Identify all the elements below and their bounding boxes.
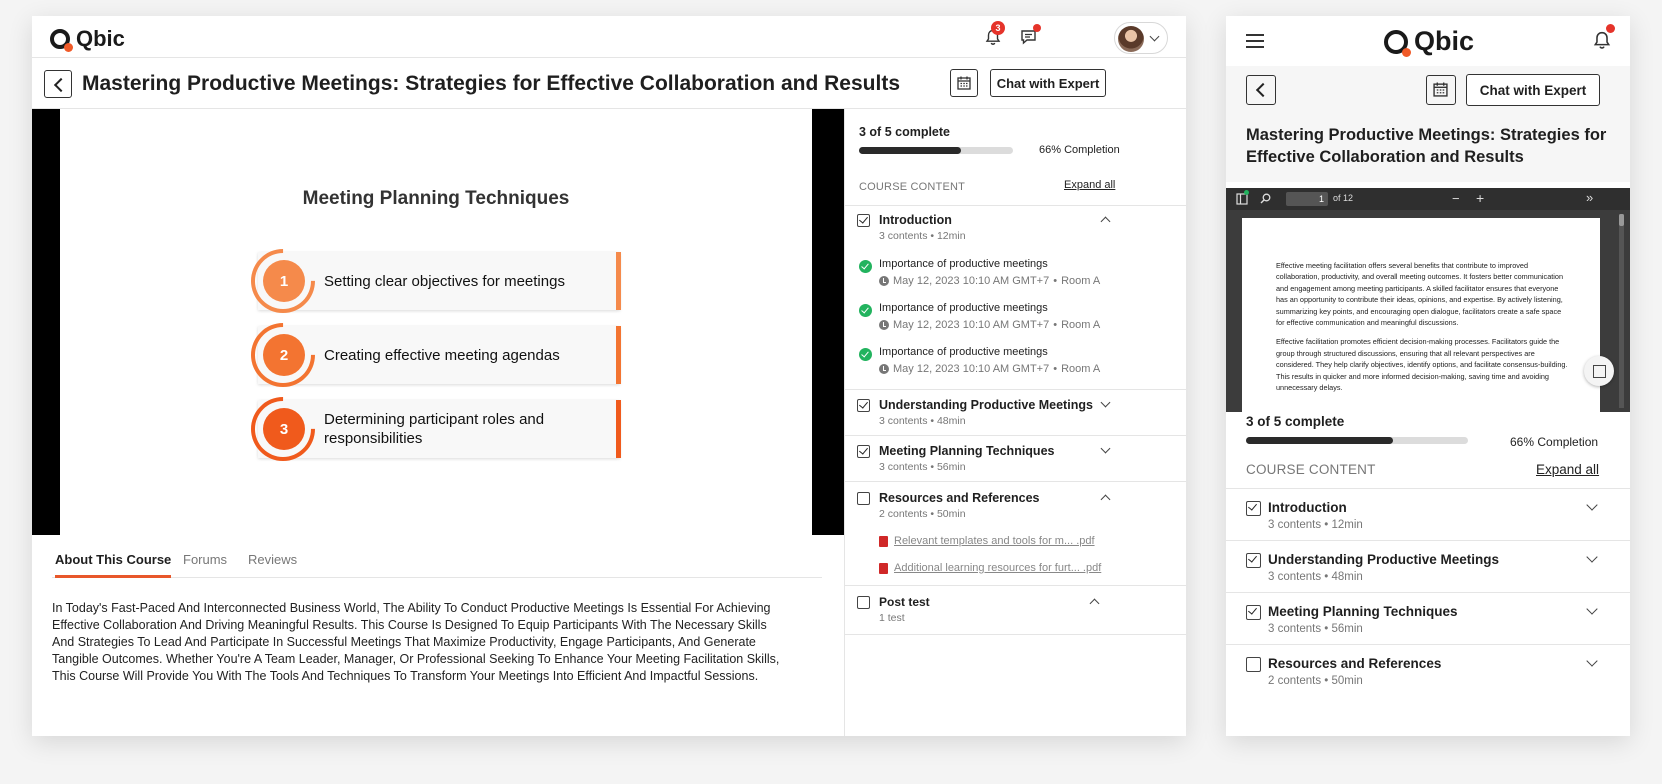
lesson-meta xyxy=(879,275,1100,287)
back-button[interactable] xyxy=(44,70,72,98)
step-text: Determining participant roles and responsibilities xyxy=(324,411,545,447)
lesson-meta xyxy=(879,319,1100,331)
lesson-title: Importance of productive meetings xyxy=(879,346,1048,358)
section-meta: 3 contents • 56min xyxy=(1268,623,1363,635)
step-accent-bar xyxy=(616,252,621,310)
zoom-out-icon[interactable]: − xyxy=(1452,191,1460,206)
tab-forums[interactable]: Forums xyxy=(183,552,228,567)
section-checkbox[interactable] xyxy=(857,596,870,609)
brand-logo[interactable] xyxy=(50,26,125,52)
page-title: Mastering Productive Meetings: Strategies for Effective Collaboration and Results xyxy=(1246,126,1607,166)
section-resources[interactable] xyxy=(845,481,1186,585)
section-checkbox[interactable] xyxy=(1246,605,1261,620)
expand-all-link[interactable]: Expand all xyxy=(1536,462,1600,477)
tab-reviews[interactable]: Reviews xyxy=(248,552,298,567)
section-meta: 3 contents • 12min xyxy=(1268,519,1363,531)
search-icon[interactable] xyxy=(1260,193,1271,204)
chat-with-expert-button[interactable]: Chat with Expert xyxy=(990,69,1106,97)
section-checkbox[interactable] xyxy=(1246,501,1261,516)
brand-name: Qbic xyxy=(76,26,125,51)
lesson-date: May 12, 2023 10:10 AM GMT+7 xyxy=(893,363,1050,375)
section-title: Meeting Planning Techniques xyxy=(879,444,1055,458)
chevron-down-icon[interactable] xyxy=(1586,499,1597,510)
bell-icon xyxy=(1593,31,1611,50)
chevron-down-icon[interactable] xyxy=(1101,398,1111,408)
chat-with-expert-button[interactable]: Chat with Expert xyxy=(1466,74,1600,106)
section-introduction[interactable] xyxy=(1226,488,1630,540)
pdf-icon xyxy=(879,536,888,547)
section-checkbox[interactable] xyxy=(857,399,870,412)
lesson-date: May 12, 2023 10:10 AM GMT+7 xyxy=(893,275,1050,287)
section-title: Resources and References xyxy=(879,491,1040,505)
file-link[interactable] xyxy=(879,562,1101,574)
course-header xyxy=(32,59,1186,109)
separator: • xyxy=(1053,363,1058,375)
progress-label: 3 of 5 complete xyxy=(1246,414,1345,429)
section-title: Understanding Productive Meetings xyxy=(879,398,1093,412)
step-number: 1 xyxy=(263,260,305,302)
progress-bar xyxy=(859,147,1013,154)
section-post-test[interactable] xyxy=(845,585,1186,635)
section-title: Understanding Productive Meetings xyxy=(1268,552,1500,567)
section-checkbox[interactable] xyxy=(1246,657,1261,672)
calendar-button[interactable] xyxy=(950,69,978,97)
top-navbar xyxy=(32,16,1186,58)
chevron-down-icon[interactable] xyxy=(1586,551,1597,562)
pdf-toolbar xyxy=(1226,188,1630,210)
course-content-heading: COURSE CONTENT xyxy=(859,181,966,193)
progress-bar xyxy=(1246,437,1468,444)
section-meta: 1 test xyxy=(879,612,905,624)
section-planning[interactable] xyxy=(845,435,1186,481)
section-checkbox[interactable] xyxy=(857,445,870,458)
chevron-up-icon[interactable] xyxy=(1090,599,1100,609)
progress-label: 3 of 5 complete xyxy=(859,125,950,139)
completed-check-icon xyxy=(859,260,872,273)
section-checkbox[interactable] xyxy=(857,214,870,227)
brand-logo[interactable] xyxy=(1384,26,1474,57)
notification-dot xyxy=(1606,24,1615,33)
file-name: Additional learning resources for furt... .pdf xyxy=(894,562,1102,574)
file-link[interactable] xyxy=(879,535,1095,547)
fullscreen-icon[interactable] xyxy=(1584,356,1614,386)
pdf-scrollbar[interactable] xyxy=(1619,214,1624,408)
course-description: In Today's Fast-Paced And Interconnected Business World, The Ability To Conduct Productive Meetings Is Essential For Achieving Effective Collaboration And Driving Meaningful Results. This Course Is Designed To Equip Participants With The Necessary Skills And Strategies To Lead And Participate In Successful Meetings That Maximize Productivity, Engage Participants, And Generate Tangible Outcomes. Whether You're A Team Leader, Manager, Or Professional Seeking To Enhance Your Meeting Facilitation Skills, This Course Will Provide You With The Tools And Techniques To Transform Your Meetings Into Efficient And Impactful Sessions. xyxy=(52,601,780,683)
logo-icon xyxy=(50,29,70,49)
notification-button[interactable] xyxy=(1590,28,1614,52)
section-meta: 3 contents • 48min xyxy=(879,415,966,427)
step-text: Creating effective meeting agendas xyxy=(324,346,560,364)
progress-percent: 66% Completion xyxy=(1039,144,1120,156)
chevron-down-icon[interactable] xyxy=(1101,444,1111,454)
progress-percent: 66% Completion xyxy=(1510,435,1599,449)
section-checkbox[interactable] xyxy=(1246,553,1261,568)
notification-count-badge: 3 xyxy=(991,21,1005,35)
clock-icon xyxy=(879,276,889,286)
course-content-heading: COURSE CONTENT xyxy=(1246,462,1376,477)
avatar xyxy=(1118,26,1144,52)
calendar-button[interactable] xyxy=(1426,75,1456,105)
course-tabs xyxy=(52,552,822,578)
double-chevron-right-icon[interactable]: » xyxy=(1586,190,1594,205)
lesson-title: Importance of productive meetings xyxy=(879,258,1048,270)
status-dot xyxy=(1244,190,1249,195)
slide-step xyxy=(258,252,620,310)
lesson-item[interactable] xyxy=(859,258,1179,298)
pdf-page-count: of 12 xyxy=(1333,193,1354,203)
completed-check-icon xyxy=(859,348,872,361)
section-planning[interactable] xyxy=(1226,592,1630,644)
zoom-in-icon[interactable]: + xyxy=(1476,190,1485,206)
chevron-up-icon[interactable] xyxy=(1101,495,1111,505)
hamburger-menu-icon[interactable] xyxy=(1246,34,1264,48)
back-button[interactable] xyxy=(1246,75,1276,105)
pdf-page xyxy=(1242,218,1600,412)
pdf-paragraph: Effective meeting facilitation offers several benefits that contribute to improved collaboration, productivity, and overall meeting outcomes. It fosters better communication and engagement among meeting participants. A skilled facilitator ensures that everyone has an opportunity to contribute their ideas, opinions, and expertise. By actively listening, summarizing key points, and encouraging open dialogue, facilitators create a safe space for effective communication and meaningful discussions. xyxy=(1276,261,1564,328)
slide xyxy=(60,109,812,535)
section-checkbox[interactable] xyxy=(857,492,870,505)
chevron-down-icon[interactable] xyxy=(1586,603,1597,614)
step-number: 3 xyxy=(263,408,305,450)
brand-name: Qbic xyxy=(1414,26,1475,56)
section-meta: 2 contents • 50min xyxy=(879,508,966,520)
lesson-room: Room A xyxy=(1061,275,1101,287)
page-title: Mastering Productive Meetings: Strategies for Effective Collaboration and Results xyxy=(82,72,900,95)
lesson-meta xyxy=(879,363,1100,375)
expand-all-link[interactable]: Expand all xyxy=(1064,179,1116,191)
lesson-title: Importance of productive meetings xyxy=(879,302,1048,314)
video-player[interactable] xyxy=(32,109,844,535)
course-sidebar xyxy=(844,109,1186,736)
section-understanding[interactable] xyxy=(845,389,1186,435)
pdf-page-input[interactable]: 1 xyxy=(1286,192,1328,206)
calendar-icon xyxy=(1433,82,1448,97)
slide-step xyxy=(258,326,620,384)
section-meta: 2 contents • 50min xyxy=(1268,675,1363,687)
step-accent-bar xyxy=(616,400,621,458)
section-meta: 3 contents • 12min xyxy=(879,230,966,242)
section-title: Introduction xyxy=(879,213,952,227)
section-resources[interactable] xyxy=(1226,644,1630,696)
pdf-paragraph: Effective facilitation promotes efficient decision-making processes. Facilitators guide the group through structured discussions, ensuring that all relevant perspectives are considered. They help clarify objectives, identify options, and facilitate consensus-building. This results in quicker and more informed decision-making, saving time and avoiding unnecessary delays. xyxy=(1276,337,1568,393)
section-title: Post test xyxy=(879,595,930,609)
lesson-item[interactable] xyxy=(859,346,1179,386)
step-text: Setting clear objectives for meetings xyxy=(324,272,565,290)
slide-title: Meeting Planning Techniques xyxy=(302,188,570,209)
pdf-icon xyxy=(879,563,888,574)
step-accent-bar xyxy=(616,326,621,384)
lesson-date: May 12, 2023 10:10 AM GMT+7 xyxy=(893,319,1050,331)
completed-check-icon xyxy=(859,304,872,317)
tab-about[interactable]: About This Course xyxy=(55,552,171,578)
lesson-item[interactable] xyxy=(859,302,1179,342)
section-meta: 3 contents • 48min xyxy=(1268,571,1363,583)
step-number: 2 xyxy=(263,334,305,376)
separator: • xyxy=(1053,275,1058,287)
pdf-viewer[interactable] xyxy=(1226,188,1630,412)
logo-icon xyxy=(1384,30,1408,54)
chevron-down-icon xyxy=(1150,32,1160,42)
messages-button[interactable] xyxy=(1018,26,1040,48)
clock-icon xyxy=(879,320,889,330)
file-name: Relevant templates and tools for m... .pdf xyxy=(894,535,1095,547)
messages-unread-dot xyxy=(1033,24,1041,32)
progress-fill xyxy=(1246,437,1393,444)
lesson-room: Room A xyxy=(1061,363,1101,375)
chevron-up-icon[interactable] xyxy=(1101,217,1111,227)
section-meta: 3 contents • 56min xyxy=(879,461,966,473)
section-understanding[interactable] xyxy=(1226,540,1630,592)
section-title: Resources and References xyxy=(1268,656,1442,671)
section-title: Meeting Planning Techniques xyxy=(1268,604,1458,619)
progress-fill xyxy=(859,147,961,154)
section-introduction[interactable] xyxy=(845,205,1186,389)
section-title: Introduction xyxy=(1268,500,1347,515)
profile-menu[interactable] xyxy=(1114,22,1168,54)
mobile-window xyxy=(1226,16,1630,736)
chevron-down-icon[interactable] xyxy=(1586,655,1597,666)
calendar-icon xyxy=(957,76,971,90)
desktop-window xyxy=(32,16,1186,736)
notification-button[interactable] xyxy=(982,23,1004,48)
clock-icon xyxy=(879,364,889,374)
lesson-room: Room A xyxy=(1061,319,1101,331)
slide-step xyxy=(258,400,620,458)
separator: • xyxy=(1053,319,1058,331)
